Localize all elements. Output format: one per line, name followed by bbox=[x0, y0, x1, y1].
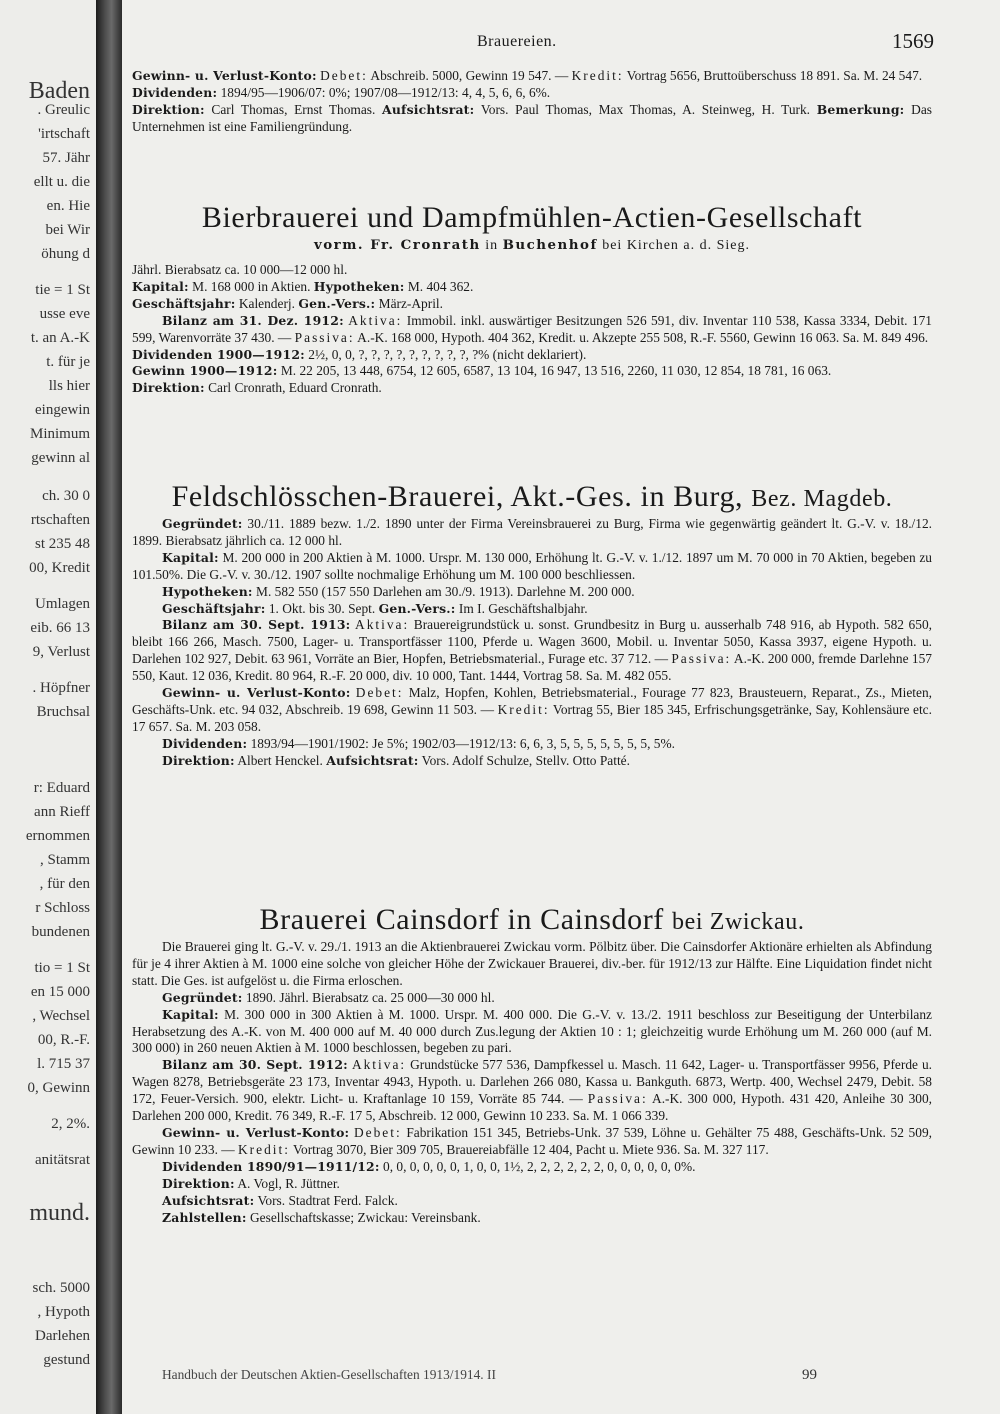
entry-paragraph: Kapital: M. 200 000 in 200 Aktien à M. 1000. Urspr. M. 130 000, Erhöhung lt. G.-V. v. 1./12. 1897 um M. 70 000 in 70 Aktien, begeben zu 101.50%. Die G.-V. v. 30./12. 1907 sollte nochmalige Erhöhung um M. 100 000 beschliessen. bbox=[132, 549, 932, 582]
previous-page-fragment: 2, 2%. bbox=[51, 1116, 90, 1132]
page-number: 1569 bbox=[892, 29, 934, 53]
entry-paragraph: Jährl. Bierabsatz ca. 10 000—12 000 hl. bbox=[132, 262, 348, 277]
entry-paragraph: Dividenden 1890/91—1911/12: 0, 0, 0, 0, 0, 0, 1, 0, 0, 1½, 2, 2, 2, 2, 2, 2, 0, 0, 0, 0, 0, 0%. bbox=[162, 1158, 696, 1174]
running-head-title: Brauereien. bbox=[477, 33, 557, 50]
entry-paragraph: Geschäftsjahr: 1. Okt. bis 30. Sept. Gen.-Vers.: Im I. Geschäftshalbjahr. bbox=[162, 600, 588, 616]
entry-paragraph: Kapital: M. 168 000 in Aktien. Hypotheken: M. 404 362. bbox=[132, 278, 474, 294]
previous-page-fragment: Bruchsal bbox=[36, 704, 90, 720]
entry-paragraph: Bilanz am 30. Sept. 1913: Aktiva: Brauereigrundstück u. sonst. Grundbesitz in Burg u. ausserhalb 748 916, ab Hypoth. 582 650, bleibt 166 266, Masch. 7500, Lager- u. Transportfässer 1100, Pferde u. Wagen 3600, Mobil. u. Inventar 5050, Kassa 3937, eigene Hypoth. u. Darlehen 102 927, Debit. 63 961, Vorräte an Bier, Hopfen, Betriebsmaterial., Furage etc. 37 712. — Passiva: A.-K. 200 000, fremde Darlehne 157 550, Kaut. 12 036, Kredit. 80 964, R.-F. 20 000, div. 10 000, Tant. 1444, Vortrag 58. Sa. M. 482 055. bbox=[132, 617, 933, 684]
previous-page-fragment: st 235 48 bbox=[34, 536, 90, 552]
previous-page-fragment: lls hier bbox=[48, 378, 90, 394]
book-gutter bbox=[96, 0, 122, 1414]
company-body-cainsdorf bbox=[132, 939, 932, 1226]
previous-page-fragment: , für den bbox=[39, 876, 90, 892]
top-entry-line: Direktion: Carl Thomas, Ernst Thomas. Aufsichtsrat: Vors. Paul Thomas, Max Thomas, A. Steinweg, H. Turk. Bemerkung: Das Unternehmen ist eine Familiengründung. bbox=[132, 101, 932, 134]
entry-paragraph: Dividenden 1900—1912: 2½, 0, 0, ?, ?, ?, ?, ?, ?, ?, ?, ?, ?% (nicht deklariert). bbox=[132, 346, 587, 362]
previous-page-fragment: , Stamm bbox=[39, 852, 90, 868]
entry-paragraph: Bilanz am 31. Dez. 1912: Aktiva: Immobil. inkl. auswärtiger Besitzungen 526 591, div. Inventar 110 538, Kassa 3334, Debit. 171 599, Warenvorräte 37 430. — Passiva: A.-K. 168 000, Hypoth. 404 362, Kredit. u. Akzepte 255 508, R.-F. 5560, Gewinn 16 063. Sa. M. 849 496. bbox=[132, 312, 932, 345]
previous-page-fragment: bei Wir bbox=[45, 222, 90, 238]
entry-paragraph: Bilanz am 30. Sept. 1912: Aktiva: Grundstücke 577 536, Dampfkessel u. Masch. 11 642, Lager- u. Transportfässer 9956, Pferde u. Wagen 8278, Betriebsgeräte 23 173, Inventar 4943, Hypoth. u. Darlehen 266 080, Kassa u. Bankguth. 6873, Wertp. 400, Wechsel 2479, Debit. 58 172, Feuer-Versich. 900, elektr. Licht- u. Kraftanlage 10 159, Vorräte 85 744. — Passiva: A.-K. 300 000, Hypoth. 431 420, Anleihe 30 300, Darlehen 200 000, Kredit. 76 349, R.-F. 17 5, Abschreib. 12 000, Gewinn 10 233. Sa. M. 1 066 339. bbox=[132, 1057, 932, 1124]
entry-paragraph: Direktion: Albert Henckel. Aufsichtsrat: Vors. Adolf Schulze, Stellv. Otto Patté. bbox=[162, 752, 630, 768]
previous-page-fragment: sch. 5000 bbox=[32, 1280, 90, 1296]
previous-page-fragment: . Höpfner bbox=[32, 680, 90, 696]
previous-page-fragment: eib. 66 13 bbox=[30, 620, 90, 636]
previous-page-fragment: mund. bbox=[29, 1200, 90, 1226]
entry-paragraph: Geschäftsjahr: Kalenderj. Gen.-Vers.: März-April. bbox=[132, 295, 443, 311]
previous-page-fragment: gestund bbox=[43, 1352, 90, 1368]
entry-paragraph: Dividenden: 1893/94—1901/1902: Je 5%; 1902/03—1912/13: 6, 6, 3, 5, 5, 5, 5, 5, 5, 5, 5%. bbox=[162, 735, 675, 751]
previous-page-fragment: r Schloss bbox=[35, 900, 90, 916]
entry-paragraph: Die Brauerei ging lt. G.-V. v. 29./1. 1913 an die Aktienbrauerei Zwickau vorm. Pölbitz über. Die Cainsdorfer Aktionäre erhielten als Abfindung für je 4 ihrer Aktien à M. 1000 eine solche von gleicher Höhe der Zwickauer Brauerei, div.-ber. für 1912/13 zur Hälfte. Eine Liquidation findet nicht statt. Die Ges. ist aufgelöst u. die Firma erloschen. bbox=[132, 939, 932, 988]
previous-page-fragment: Umlagen bbox=[35, 596, 90, 612]
previous-page-fragment: eingewin bbox=[35, 402, 90, 418]
top-entry-line: Gewinn- u. Verlust-Konto: Debet: Abschreib. 5000, Gewinn 19 547. — Kredit: Vortrag 5656, Bruttoüberschuss 18 891. Sa. M. 24 547. bbox=[132, 68, 923, 83]
entry-paragraph: Gegründet: 1890. Jährl. Bierabsatz ca. 25 000—30 000 hl. bbox=[162, 989, 495, 1005]
entry-paragraph: Hypotheken: M. 582 550 (157 550 Darlehen am 30./9. 1913). Darlehne M. 200 000. bbox=[162, 583, 635, 599]
previous-page-fragment: tie = 1 St bbox=[35, 282, 90, 298]
previous-page-fragment: 9, Verlust bbox=[32, 644, 90, 660]
previous-page-fragment: anitätsrat bbox=[35, 1152, 90, 1168]
entry-paragraph: Direktion: A. Vogl, R. Jüttner. bbox=[162, 1175, 340, 1191]
previous-page-fragment: t. an A.-K bbox=[30, 330, 90, 346]
previous-page-fragment: öhung d bbox=[41, 246, 90, 262]
previous-page-fragment: . Greulic bbox=[37, 102, 90, 118]
entry-paragraph: Gewinn- u. Verlust-Konto: Debet: Malz, Hopfen, Kohlen, Betriebsmaterial., Fourage 77 823, Brausteuern, Reparat., Zs., Mieten, Geschäfts-Unk. etc. 94 032, Abschreib. 19 698, Gewinn 11 503. — Kredit: Vortrag 55, Bier 185 345, Erfrischungsgetränke, Say, Kohlensäure etc. 17 657. Sa. M. 203 058. bbox=[132, 685, 932, 734]
page bbox=[122, 0, 1000, 1414]
previous-page-fragment: , Wechsel bbox=[32, 1008, 90, 1024]
previous-page-fragment: tio = 1 St bbox=[34, 960, 90, 976]
company-title-cainsdorf: Brauerei Cainsdorf in Cainsdorf bei Zwickau. bbox=[259, 903, 805, 936]
previous-page-fragment: 00, R.-F. bbox=[37, 1032, 90, 1048]
top-entry-line: Dividenden: 1894/95—1906/07: 0%; 1907/08—1912/13: 4, 4, 5, 6, 6, 6%. bbox=[132, 84, 551, 100]
previous-page-fragment: Minimum bbox=[29, 426, 90, 442]
company-title-bierbrauerei: Bierbrauerei und Dampfmühlen-Actien-Gesellschaft bbox=[201, 201, 863, 234]
entry-paragraph: Gegründet: 30./11. 1889 bezw. 1./2. 1890 unter der Firma Vereinsbrauerei zu Burg, Firma wie gegenwärtig geändert lt. G.-V. v. 18./12. 1899. Bierabsatz jährlich ca. 12 000 hl. bbox=[132, 516, 932, 548]
previous-page-fragment: , Hypoth bbox=[37, 1304, 90, 1320]
footer-signature: 99 bbox=[802, 1367, 817, 1383]
previous-page-fragment: ann Rieff bbox=[34, 804, 90, 820]
entry-paragraph: Kapital: M. 300 000 in 300 Aktien à M. 1000. Urspr. M. 400 000. Die G.-V. v. 13./2. 1911 beschloss zur Beseitigung der Unterbilanz Herabsetzung des A.-K. von M. 400 000 auf M. 40 000 durch Zus.legung der Aktien 10 : 1; gleichzeitig wurde Erhöhung um M. 260 000 (auf M. 300 000) in 260 neuen Aktien à M. 1000 beschlossen, begeben zu pari. bbox=[132, 1006, 932, 1056]
footer-text: Handbuch der Deutschen Aktien-Gesellschaften 1913/1914. II bbox=[162, 1367, 496, 1382]
previous-page-fragment: rtschaften bbox=[30, 512, 90, 528]
previous-page-fragment: Darlehen bbox=[35, 1328, 90, 1344]
previous-page-fragment: en 15 000 bbox=[30, 984, 90, 1000]
entry-paragraph: Aufsichtsrat: Vors. Stadtrat Ferd. Falck. bbox=[162, 1192, 398, 1208]
running-head bbox=[122, 29, 1000, 57]
page-footer bbox=[162, 1367, 912, 1383]
previous-page-fragment: usse eve bbox=[39, 306, 90, 322]
company-title-feldschloesschen: Feldschlösschen-Brauerei, Akt.-Ges. in Burg, Bez. Magdeb. bbox=[171, 480, 893, 513]
previous-page-fragment: ellt u. die bbox=[33, 174, 90, 190]
previous-page-fragment: 57. Jähr bbox=[42, 150, 90, 166]
previous-page-fragment: l. 715 37 bbox=[37, 1056, 90, 1072]
previous-page-fragment: gewinn al bbox=[31, 450, 90, 466]
previous-page-fragment: 0, Gewinn bbox=[27, 1080, 90, 1096]
previous-page-fragment: ernommen bbox=[25, 828, 90, 844]
previous-page-fragment: 00, Kredit bbox=[29, 560, 90, 576]
company-body-feldschloesschen bbox=[132, 516, 932, 770]
company-subtitle-bierbrauerei: vorm. Fr. Cronrath in Buchenhof bei Kirchen a. d. Sieg. bbox=[313, 237, 751, 253]
previous-page-edge bbox=[0, 0, 96, 1414]
company-body-bierbrauerei bbox=[132, 262, 932, 397]
previous-page-fragment: t. für je bbox=[46, 354, 90, 370]
previous-page-fragment: Baden bbox=[28, 78, 90, 104]
previous-page-fragment: ch. 30 0 bbox=[42, 488, 90, 504]
entry-paragraph: Direktion: Carl Cronrath, Eduard Cronrath. bbox=[132, 380, 382, 396]
previous-page-fragment: r: Eduard bbox=[33, 780, 90, 796]
previous-page-fragment: en. Hie bbox=[46, 198, 90, 214]
entry-paragraph: Gewinn- u. Verlust-Konto: Debet: Fabrikation 151 345, Betriebs-Unk. 37 539, Löhne u. Gehälter 75 488, Geschäfts-Unk. 52 509, Gewinn 10 233. — Kredit: Vortrag 3070, Bier 309 705, Brauereiabfälle 12 404, Pacht u. Miete 936. Sa. M. 327 117. bbox=[132, 1124, 932, 1157]
previous-page-fragment: bundenen bbox=[31, 924, 90, 940]
entry-paragraph: Zahlstellen: Gesellschaftskasse; Zwickau: Vereinsbank. bbox=[162, 1209, 481, 1225]
previous-page-fragment: 'irtschaft bbox=[38, 126, 90, 142]
top-entry bbox=[132, 68, 932, 136]
entry-paragraph: Gewinn 1900—1912: M. 22 205, 13 448, 6754, 12 605, 6587, 13 104, 16 947, 13 516, 2260, 11 030, 12 854, 18 781, 16 063. bbox=[132, 363, 832, 379]
